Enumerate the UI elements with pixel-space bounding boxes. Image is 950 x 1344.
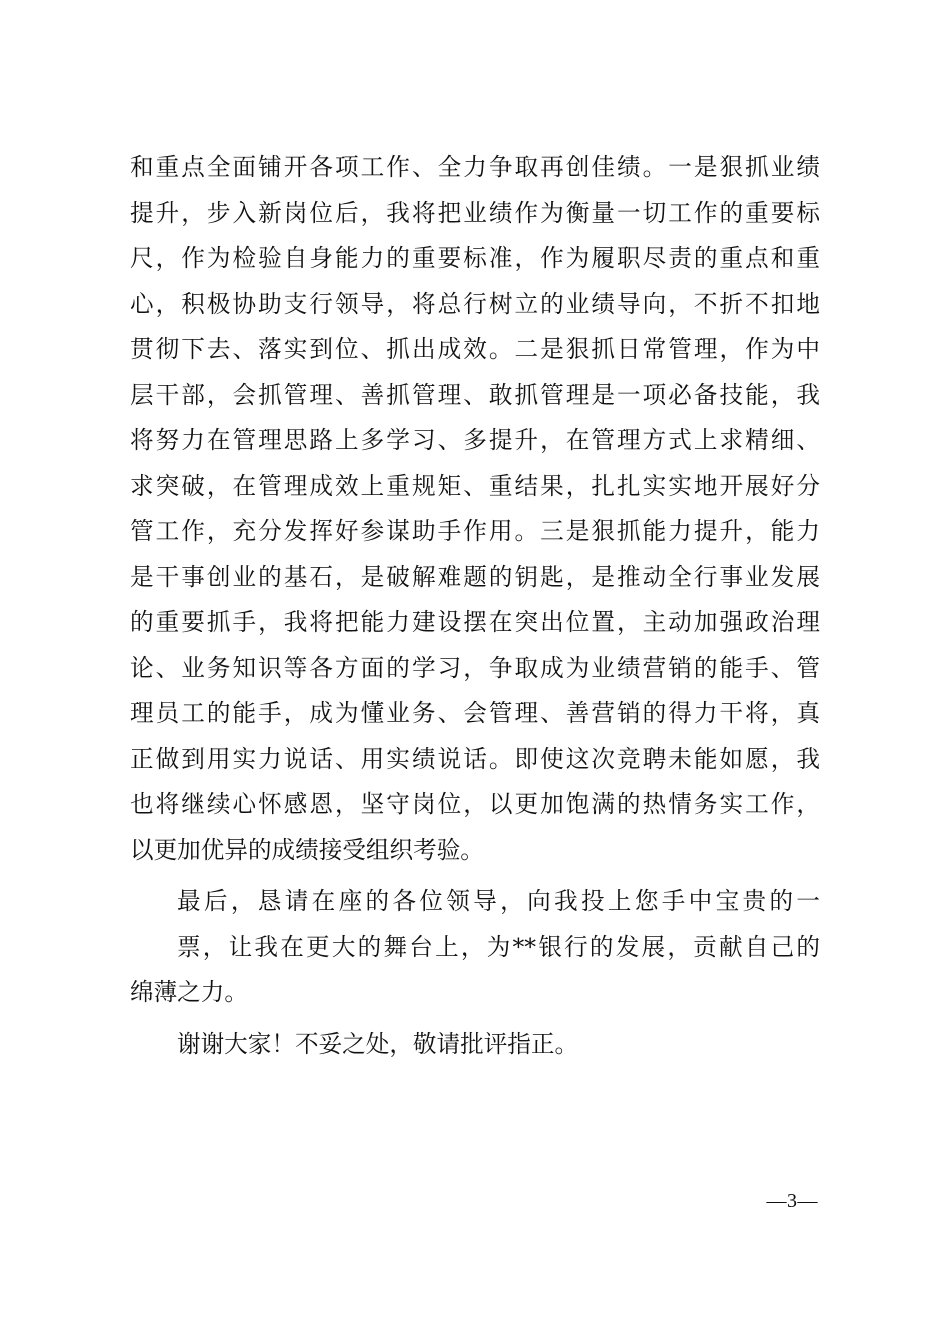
body-line: 管工作，充分发挥好参谋助手作用。三是狠抓能力提升，能力 (130, 517, 820, 545)
document-body (130, 145, 820, 1067)
body-line: 贯彻下去、落实到位、抓出成效。二是狠抓日常管理，作为中 (130, 335, 820, 363)
body-line-last: 以更加优异的成绩接受组织考验。 (130, 835, 484, 864)
body-line: 理员工的能手，成为懂业务、会管理、善营销的得力干将，真 (130, 699, 820, 727)
body-line: 也将继续心怀感恩，坚守岗位，以更加饱满的热情务实工作， (130, 790, 820, 818)
body-line: 求突破，在管理成效上重规矩、重结果，扎扎实实地开展好分 (130, 471, 820, 500)
body-line: 正做到用实力说话、用实绩说话。即使这次竞聘未能如愿，我 (130, 744, 820, 773)
body-line: 和重点全面铺开各项工作、全力争取再创佳绩。一是狠抓业绩 (130, 153, 820, 181)
body-line: 尺，作为检验自身能力的重要标准，作为履职尽责的重点和重 (130, 244, 820, 272)
body-line: 将努力在管理思路上多学习、多提升，在管理方式上求精细、 (130, 426, 820, 454)
page-number: —3— (766, 1190, 818, 1212)
thanks-line: 谢谢大家！不妥之处，敬请批评指正。 (177, 1029, 579, 1058)
closing-line: 最后，恳请在座的各位领导，向我投上您手中宝贵的一 (177, 887, 820, 915)
body-line: 心，积极协助支行领导，将总行树立的业绩导向，不折不扣地 (130, 289, 820, 318)
body-line: 的重要抓手，我将把能力建设摆在突出位置，主动加强政治理 (130, 608, 820, 636)
closing-line: 票，让我在更大的舞台上，为**银行的发展，贡献自己的 (177, 932, 820, 961)
body-line: 层干部，会抓管理、善抓管理、敢抓管理是一项必备技能，我 (130, 380, 820, 409)
closing-line-last: 绵薄之力。 (130, 978, 248, 1006)
body-line: 提升，步入新岗位后，我将把业绩作为衡量一切工作的重要标 (130, 198, 820, 227)
body-line: 论、业务知识等各方面的学习，争取成为业绩营销的能手、管 (130, 653, 820, 682)
body-line: 是干事创业的基石，是破解难题的钥匙，是推动全行事业发展 (130, 562, 820, 591)
